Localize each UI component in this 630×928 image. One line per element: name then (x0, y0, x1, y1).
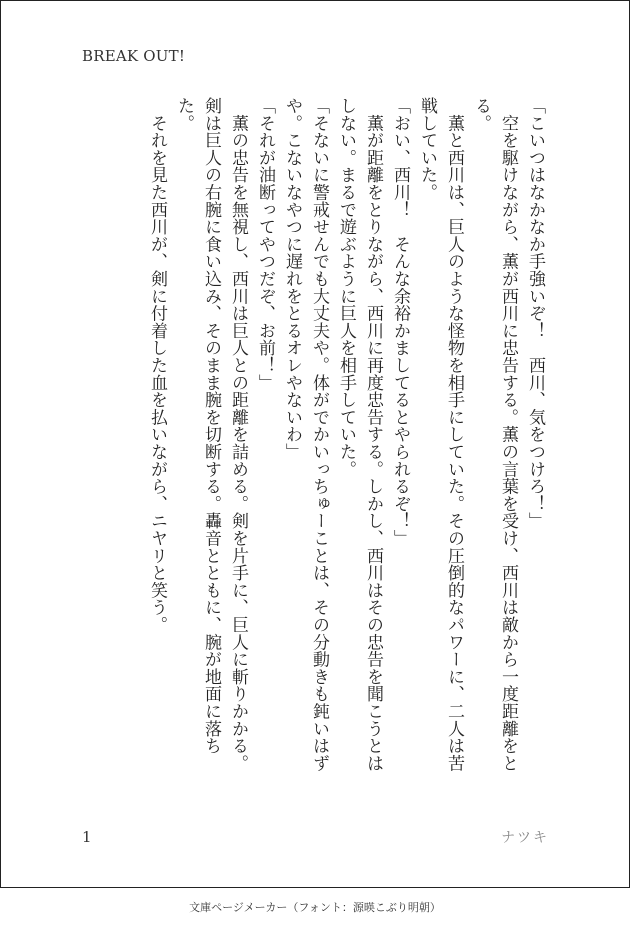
paragraph: 薫が距離をとりながら、西川に再度忠告する。しかし、西川はその忠告を聞こうとはしない。まるで遊ぶように巨人を相手していた。 (336, 97, 383, 772)
page-number: 1 (82, 828, 92, 846)
paragraph: 空を駆けながら、薫が西川に忠告する。薫の言葉を受け、西川は敵から一度距離をとる。 (471, 97, 518, 772)
paragraph: 「こいつはなかなか手強いぞ！ 西川、気をつけろ！」 (525, 97, 545, 530)
book-title-header: BREAK OUT! (82, 47, 186, 65)
vertical-body-text (78, 97, 548, 777)
paragraph: 「それが油断ってやつだぞ、お前！」 (255, 97, 275, 392)
paragraph: 薫の忠告を無視し、西川は巨人との距離を詰める。剣を片手に、巨人に斬りかかる。剣は巨人の右腕に食い込み、そのまま腕を切断する。轟音とともに、腕が地面に落ちた。 (174, 97, 248, 772)
author-name: ナツキ (501, 830, 549, 846)
generator-credit: 文庫ページメーカー（フォント：源暎こぶり明朝） (189, 901, 441, 914)
paragraph: それを見た西川が、剣に付着した血を払いながら、ニヤリと笑う。 (147, 97, 167, 634)
paragraph: 薫と西川は、巨人のような怪物を相手にしていた。その圧倒的なパワーに、二人は苦戦していた。 (417, 97, 464, 772)
paragraph: 「そないに警戒せんでも大丈夫や。体がでかいっちゅーことは、その分動きも鈍いはずや。こないなやつに遅れをとるオレやないわ」 (282, 97, 329, 772)
paragraph: 「おい、西川！ そんな余裕かましてるとやられるぞ！」 (390, 97, 410, 547)
